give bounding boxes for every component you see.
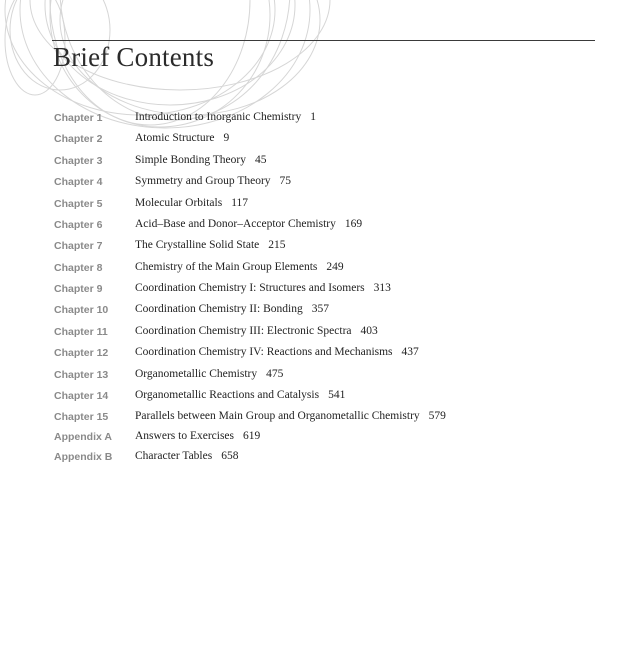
chapter-title-text: Acid–Base and Donor–Acceptor Chemistry bbox=[135, 218, 336, 230]
toc-entry[interactable] bbox=[0, 326, 634, 342]
chapter-title bbox=[135, 154, 266, 166]
chapter-title-text: Coordination Chemistry III: Electronic Spectra bbox=[135, 325, 352, 337]
toc-entry[interactable] bbox=[0, 304, 634, 320]
chapter-title-text: Introduction to Inorganic Chemistry bbox=[135, 111, 302, 123]
chapter-title bbox=[135, 282, 391, 294]
chapter-title-text: Coordination Chemistry IV: Reactions and Mechanisms bbox=[135, 346, 393, 358]
chapter-page: 75 bbox=[279, 175, 292, 187]
chapter-title-text: Parallels between Main Group and Organometallic Chemistry bbox=[135, 410, 420, 422]
chapter-title bbox=[135, 132, 229, 144]
appendix-title bbox=[135, 430, 260, 442]
toc-entry[interactable] bbox=[0, 198, 634, 214]
chapter-page: 313 bbox=[373, 282, 391, 294]
appendix-label: Appendix B bbox=[54, 451, 113, 463]
chapter-page: 1 bbox=[310, 111, 316, 123]
appendix-page: 619 bbox=[243, 430, 261, 442]
chapter-label: Chapter 6 bbox=[54, 219, 103, 231]
chapter-page: 437 bbox=[401, 346, 419, 358]
chapter-page: 541 bbox=[328, 389, 346, 401]
chapter-title bbox=[135, 389, 345, 401]
chapter-title bbox=[135, 368, 283, 380]
chapter-title-text: Symmetry and Group Theory bbox=[135, 175, 271, 187]
chapter-label: Chapter 12 bbox=[54, 347, 109, 359]
chapter-page: 9 bbox=[223, 132, 230, 144]
chapter-title-text: Organometallic Chemistry bbox=[135, 368, 258, 380]
chapter-title bbox=[135, 325, 378, 337]
chapter-label: Chapter 10 bbox=[54, 304, 109, 316]
chapter-page: 357 bbox=[311, 303, 329, 315]
chapter-title bbox=[135, 197, 248, 209]
toc-entry[interactable] bbox=[0, 262, 634, 278]
chapter-label: Chapter 5 bbox=[54, 198, 103, 210]
chapter-title bbox=[135, 410, 446, 422]
chapter-label: Chapter 4 bbox=[54, 176, 103, 188]
toc-entry[interactable] bbox=[0, 411, 634, 427]
toc-entry[interactable] bbox=[0, 133, 634, 149]
chapter-title-text: Coordination Chemistry I: Structures and Isomers bbox=[135, 282, 365, 294]
chapter-title-text: Coordination Chemistry II: Bonding bbox=[135, 303, 303, 315]
chapter-title bbox=[135, 218, 362, 230]
chapter-page: 475 bbox=[266, 368, 284, 380]
chapter-title bbox=[135, 175, 291, 187]
chapter-title-text: Molecular Orbitals bbox=[135, 197, 223, 209]
chapter-page: 169 bbox=[344, 218, 363, 230]
chapter-label: Chapter 8 bbox=[54, 262, 103, 274]
chapter-label: Chapter 3 bbox=[54, 155, 103, 167]
chapter-title-text: Organometallic Reactions and Catalysis bbox=[135, 389, 320, 401]
chapter-label: Chapter 11 bbox=[54, 326, 108, 338]
chapter-title bbox=[135, 346, 419, 358]
chapter-page: 215 bbox=[268, 239, 286, 251]
chapter-label: Chapter 9 bbox=[54, 283, 103, 295]
appendix-title bbox=[135, 450, 238, 462]
appendix-title-text: Answers to Exercises bbox=[135, 430, 235, 442]
toc-entry[interactable] bbox=[0, 431, 634, 447]
toc-entry[interactable] bbox=[0, 112, 634, 128]
chapter-title bbox=[135, 239, 286, 251]
chapter-page: 403 bbox=[360, 325, 378, 337]
toc-entry[interactable] bbox=[0, 155, 634, 171]
chapter-title bbox=[135, 303, 329, 315]
appendix-label: Appendix A bbox=[54, 431, 112, 443]
chapter-title bbox=[135, 111, 316, 123]
chapter-title-text: Simple Bonding Theory bbox=[135, 154, 246, 166]
chapter-label: Chapter 13 bbox=[54, 369, 109, 381]
chapter-title bbox=[135, 261, 344, 273]
toc-entry[interactable] bbox=[0, 451, 634, 467]
chapter-title-text: The Crystalline Solid State bbox=[135, 239, 260, 251]
chapter-label: Chapter 15 bbox=[54, 411, 109, 423]
toc-entry[interactable] bbox=[0, 283, 634, 299]
chapter-label: Chapter 7 bbox=[54, 240, 103, 252]
chapter-title-text: Chemistry of the Main Group Elements bbox=[135, 261, 318, 273]
chapter-label: Chapter 1 bbox=[54, 112, 103, 124]
chapter-label: Chapter 14 bbox=[54, 390, 109, 402]
chapter-page: 249 bbox=[326, 261, 344, 273]
chapter-page: 45 bbox=[254, 154, 267, 166]
toc-entry[interactable] bbox=[0, 219, 634, 235]
page-title: Brief Contents bbox=[53, 42, 215, 72]
appendix-title-text: Character Tables bbox=[135, 450, 213, 462]
appendix-page: 658 bbox=[221, 450, 239, 462]
toc-entry[interactable] bbox=[0, 240, 634, 256]
chapter-page: 579 bbox=[428, 410, 446, 422]
toc-entry[interactable] bbox=[0, 390, 634, 406]
toc-entry[interactable] bbox=[0, 369, 634, 385]
chapter-title-text: Atomic Structure bbox=[135, 132, 215, 144]
chapter-page: 117 bbox=[231, 197, 249, 209]
chapter-label: Chapter 2 bbox=[54, 133, 103, 145]
toc-entry[interactable] bbox=[0, 347, 634, 363]
toc-entry[interactable] bbox=[0, 176, 634, 192]
